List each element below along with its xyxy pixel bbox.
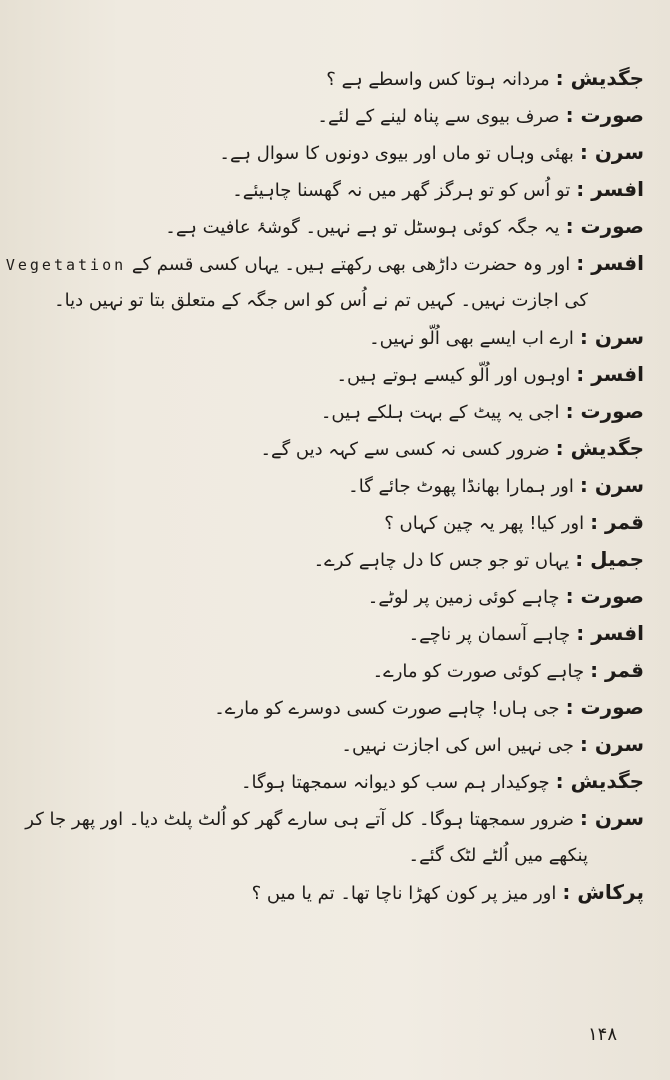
line-text: یہاں تو جو جس کا دل چاہے کرے۔ (313, 550, 570, 571)
dialogue-line (18, 393, 644, 430)
speaker-name: صورت : (565, 399, 644, 423)
line-text: اور میز پر کون کھڑا ناچا تھا۔ تم یا میں ؟ (251, 883, 557, 904)
latin-word: Vegetation (5, 256, 127, 274)
line-text: اور ہمارا بھانڈا پھوٹ جائے گا۔ (348, 476, 574, 497)
dialogue-line (18, 578, 644, 615)
line-text: یہ جگہ کوئی ہوسٹل تو ہے نہیں۔ گوشۂ عافیت ہے۔ (165, 217, 560, 238)
dialogue-line (18, 763, 644, 800)
dialogue-line (5, 245, 644, 282)
line-text: چاہے آسمان پر ناچے۔ (408, 624, 571, 645)
speaker-name: افسر : (576, 362, 644, 386)
dialogue-line (18, 504, 644, 541)
line-text: چوکیدار ہم سب کو دیوانہ سمجھتا ہوگا۔ (240, 772, 550, 793)
line-text: تو اُس کو تو ہرگز گھر میں نہ گھسنا چاہیئے۔ (232, 180, 571, 201)
dialogue-line (18, 171, 644, 208)
speaker-name: افسر : (576, 251, 644, 275)
speaker-name: جمیل : (575, 547, 644, 571)
dialogue-line (18, 652, 644, 689)
speaker-name: سرن : (579, 473, 644, 497)
line-text: پنکھے میں اُلٹے لٹک گئے۔ (408, 845, 588, 866)
dialogue-line (18, 800, 644, 837)
speaker-name: پرکاش : (562, 880, 644, 904)
dialogue-line (18, 689, 644, 726)
speaker-name: سرن : (579, 140, 644, 164)
dialogue-line (18, 319, 644, 356)
speaker-name: سرن : (579, 325, 644, 349)
line-text: ضرور کسی نہ کسی سے کہہ دیں گے۔ (260, 439, 550, 460)
line-text: جی نہیں اس کی اجازت نہیں۔ (341, 735, 574, 756)
dialogue-line (18, 60, 644, 97)
dialogue-line (18, 615, 644, 652)
dialogue-continuation (18, 837, 644, 874)
line-text: کی اجازت نہیں۔ کہیں تم نے اُس کو اس جگہ کے متعلق بتا تو نہیں دیا۔ (54, 290, 588, 311)
speaker-name: صورت : (565, 584, 644, 608)
speaker-name: جگدیش : (555, 436, 644, 460)
dialogue-line (18, 467, 644, 504)
line-text: مردانہ ہوتا کس واسطے ہے ؟ (326, 69, 550, 90)
speaker-name: صورت : (565, 214, 644, 238)
dialogue-continuation (18, 282, 644, 319)
line-text: بھئی وہاں تو ماں اور بیوی دونوں کا سوال ہے۔ (219, 143, 574, 164)
dialogue-line (18, 541, 644, 578)
line-text: صرف بیوی سے پناہ لینے کے لئے۔ (317, 106, 560, 127)
speaker-name: سرن : (579, 732, 644, 756)
dialogue-line (18, 430, 644, 467)
speaker-name: صورت : (565, 695, 644, 719)
dialogue-line (18, 874, 644, 911)
speaker-name: قمر : (590, 658, 644, 682)
line-text: اجی یہ پیٹ کے بہت ہلکے ہیں۔ (320, 402, 560, 423)
speaker-name: جگدیش : (555, 66, 644, 90)
line-text: اور وہ حضرت داڑھی بھی رکھتے ہیں۔ یہاں کسی قسم کے (131, 254, 571, 275)
line-text: چاہے کوئی صورت کو مارے۔ (372, 661, 585, 682)
page-number: ۱۴۸ (588, 1024, 618, 1045)
dialogue-text (5, 60, 644, 911)
line-text: اوہوں اور اُلّو کیسے ہوتے ہیں۔ (336, 365, 571, 386)
dialogue-line (18, 208, 644, 245)
dialogue-line (18, 97, 644, 134)
speaker-name: صورت : (565, 103, 644, 127)
line-text: ارے اب ایسے بھی اُلّو نہیں۔ (369, 328, 574, 349)
dialogue-line (18, 134, 644, 171)
line-text: ضرور سمجھتا ہوگا۔ کل آتے ہی سارے گھر کو اُلٹ پلٹ دیا۔ اور پھر جا کر (25, 809, 574, 830)
line-text: اور کیا! پھر یہ چین کہاں ؟ (384, 513, 585, 534)
speaker-name: افسر : (576, 177, 644, 201)
line-text: جی ہاں! چاہے صورت کسی دوسرے کو مارے۔ (214, 698, 560, 719)
speaker-name: جگدیش : (555, 769, 644, 793)
speaker-name: افسر : (576, 621, 644, 645)
dialogue-line (18, 356, 644, 393)
speaker-name: قمر : (590, 510, 644, 534)
speaker-name: سرن : (579, 806, 644, 830)
line-text: چاہے کوئی زمین پر لوٹے۔ (367, 587, 560, 608)
dialogue-line (18, 726, 644, 763)
